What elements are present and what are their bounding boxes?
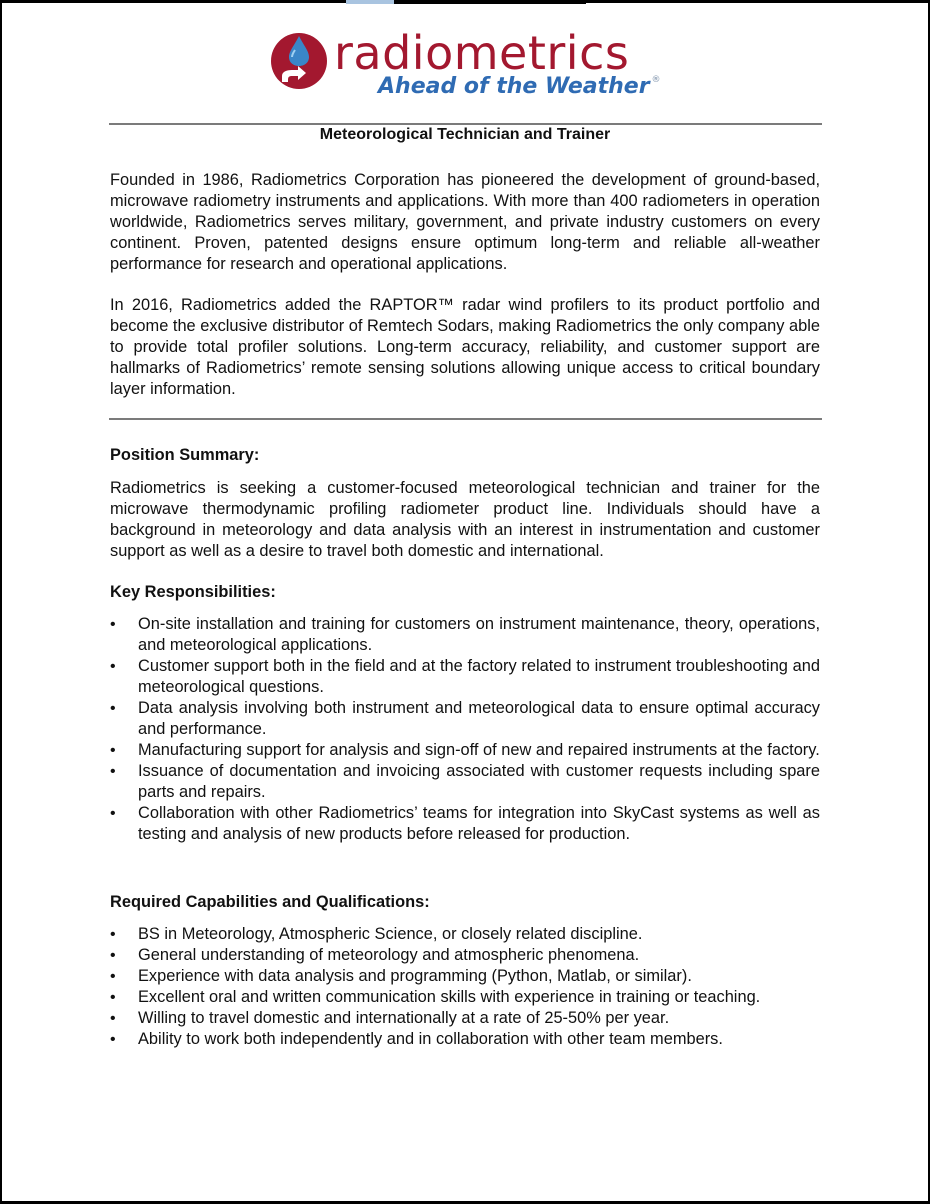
position-summary-text: Radiometrics is seeking a customer-focused meteorological technician and trainer for the microwave thermodynamic profiling radiometer product line. Individuals should have a background in meteorology and data analysis with an interest in instrumentation and customer support as well as a desire to travel both domestic and international. <box>110 479 820 560</box>
list-item: • Collaboration with other Radiometrics’ teams for integration into SkyCast systems as well as testing and analysis of new products before released for production. <box>110 803 820 845</box>
logo-wordmark: radiometrics <box>334 26 630 80</box>
intro-paragraph: In 2016, Radiometrics added the RAPTOR™ radar wind profilers to its product portfolio and become the exclusive distributor of Remtech Sodars, making Radiometrics the only company able to provide total profiler solutions. Long-term accuracy, reliability, and customer support are hallmarks of Radiometrics’ remote sensing solutions allowing unique access to critical boundary layer information. <box>110 296 820 398</box>
divider-middle <box>109 418 822 420</box>
list-item: • On-site installation and training for customers on instrument maintenance, theory, operations, and meteorological applications. <box>110 614 820 656</box>
intro-paragraph: Founded in 1986, Radiometrics Corporation has pioneered the development of ground-based, microwave radiometry instruments and applications. With more than 400 radiometers in operation worldwide, Radiometrics serves military, government, and private industry customers on every continent. Proven, patented designs ensure optimum long-term and reliable all-weather performance for research and operational applications. <box>110 171 820 273</box>
list-item: • Issuance of documentation and invoicing associated with customer requests including spare parts and repairs. <box>110 761 820 803</box>
divider-top <box>109 123 822 125</box>
tagline-text: Ahead of the Weather <box>378 74 650 99</box>
intro-section <box>110 170 820 275</box>
list-item: • Willing to travel domestic and internationally at a rate of 25-50% per year. <box>110 1008 820 1029</box>
responsibilities-list <box>110 614 820 845</box>
qualifications-heading: Required Capabilities and Qualifications: <box>110 893 430 911</box>
intro-section-2 <box>110 295 820 400</box>
registered-mark: ® <box>651 75 661 85</box>
qualifications-list <box>110 924 820 1050</box>
top-edge-highlight <box>346 0 394 4</box>
responsibilities-heading: Key Responsibilities: <box>110 583 276 601</box>
list-item: • Ability to work both independently and in collaboration with other team members. <box>110 1029 820 1050</box>
top-edge-bar <box>394 0 586 4</box>
list-item: • Excellent oral and written communication skills with experience in training or teaching. <box>110 987 820 1008</box>
list-item: • Customer support both in the field and at the factory related to instrument troubleshooting and meteorological questions. <box>110 656 820 698</box>
position-summary-section <box>110 445 820 562</box>
qualifications-section <box>110 892 820 1050</box>
company-logo <box>270 26 670 107</box>
list-item: • Data analysis involving both instrument and meteorological data to ensure optimal accuracy and performance. <box>110 698 820 740</box>
responsibilities-section <box>110 582 820 845</box>
list-item: • Manufacturing support for analysis and sign-off of new and repaired instruments at the factory. <box>110 740 820 761</box>
logo-tagline <box>378 76 661 98</box>
radiometrics-logo-icon <box>270 32 328 90</box>
document-title: Meteorological Technician and Trainer <box>319 126 611 143</box>
list-item: • General understanding of meteorology and atmospheric phenomena. <box>110 945 820 966</box>
list-item: • Experience with data analysis and programming (Python, Matlab, or similar). <box>110 966 820 987</box>
list-item: • BS in Meteorology, Atmospheric Science, or closely related discipline. <box>110 924 820 945</box>
position-summary-heading: Position Summary: <box>110 446 260 464</box>
